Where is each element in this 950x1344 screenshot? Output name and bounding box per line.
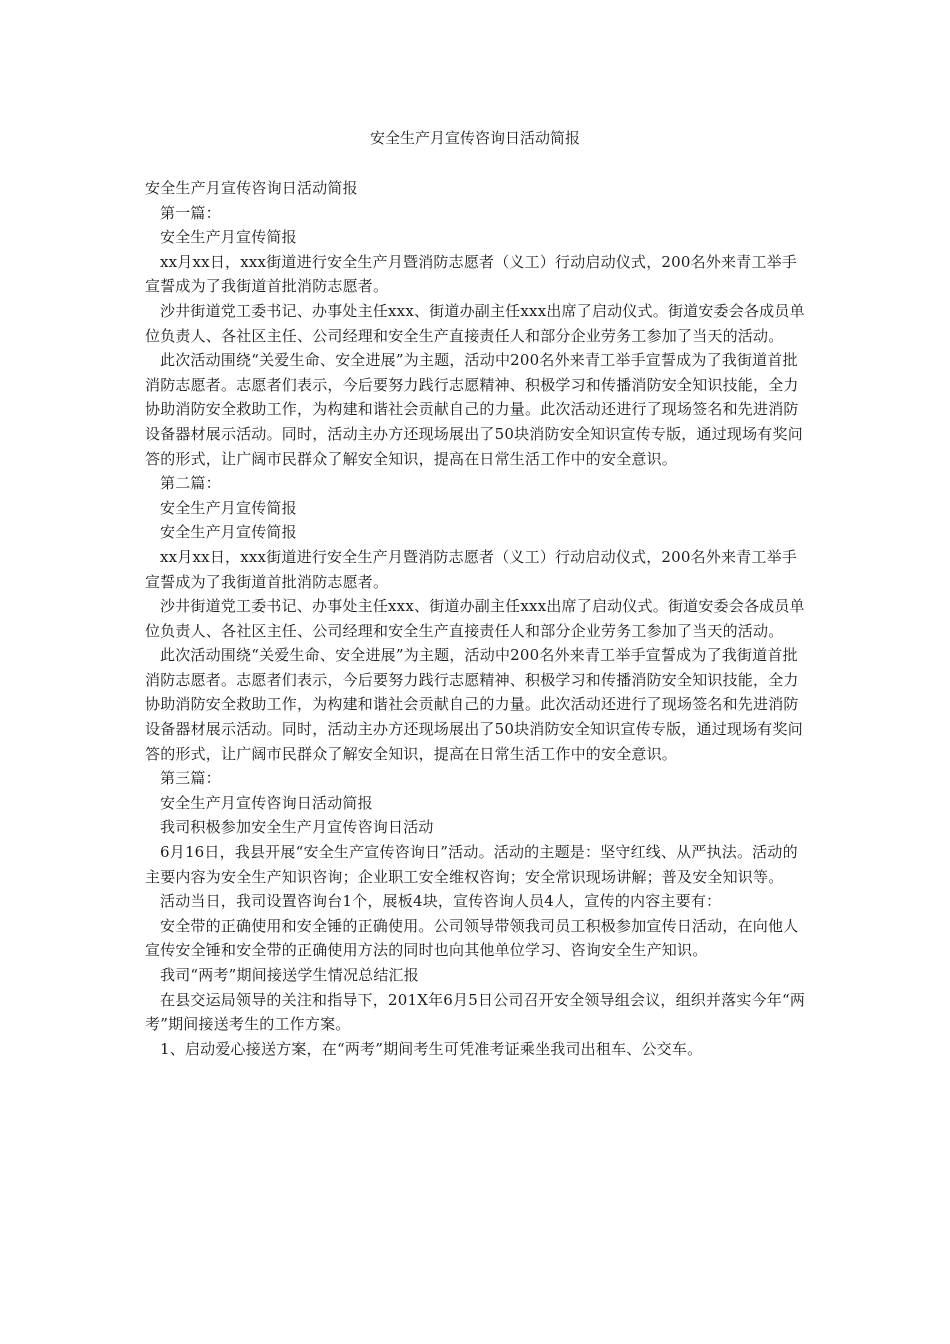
section-title: 安全生产月宣传简报: [160, 523, 297, 542]
section-title: 安全生产月宣传咨询日活动简报: [160, 793, 373, 812]
section-title: 我司“两考”期间接送学生情况总结汇报: [160, 966, 419, 984]
document-heading: 安全生产月宣传咨询日活动简报: [145, 179, 358, 197]
paragraph: 沙井街道党工委书记、办事处主任xxx、街道办副主任xxx出席了启动仪式。街道安委会各成员单位负责人、各社区主任、公司经理和安全生产直接责任人和部分企业劳务工参加了当天的活动。: [145, 597, 805, 640]
section-label-1: 第一篇：: [160, 203, 221, 222]
paragraph: 活动当日，我司设置咨询台1个，展板4块，宣传咨询人员4人，宣传的内容主要有：: [160, 892, 722, 911]
section-label-3: 第三篇：: [160, 769, 221, 788]
paragraph: 沙井街道党工委书记、办事处主任xxx、街道办副主任xxx出席了启动仪式。街道安委会各成员单位负责人、各社区主任、公司经理和安全生产直接责任人和部分企业劳务工参加了当天的活动。: [145, 301, 805, 345]
page-title: 安全生产月宣传咨询日活动简报: [369, 129, 580, 147]
paragraph: xx月xx日，xxx街道进行安全生产月暨消防志愿者（义工）行动启动仪式，200名外来青工举手宣誓成为了我街道首批消防志愿者。: [145, 252, 798, 296]
paragraph: 6月16日，我县开展“安全生产宣传咨询日”活动。活动的主题是：坚守红线、从严执法。活动的主要内容为安全生产知识咨询；企业职工安全维权咨询；安全常识现场讲解；普及安全知识等。: [145, 843, 798, 886]
document-body: [145, 176, 807, 1061]
section-title: 安全生产月宣传简报: [160, 498, 297, 517]
section-label-2: 第二篇：: [160, 474, 221, 493]
paragraph: 此次活动围绕“关爱生命、安全进展”为主题，活动中200名外来青工举手宣誓成为了我街道首批消防志愿者。志愿者们表示，今后要努力践行志愿精神、积极学习和传播消防安全知识技能，全力协助消防安全救助工作，为构建和谐社会贡献自己的力量。此次活动还进行了现场签名和先进消防设备器材展示活动。同时，活动主办方还现场展出了50块消防安全知识宣传专版，通过现场有奖问答的形式，让广阔市民群众了解安全知识，提高在日常生活工作中的安全意识。: [145, 646, 803, 763]
paragraph: 1、启动爱心接送方案，在“两考”期间考生可凭准考证乘坐我司出租车、公交车。: [160, 1039, 703, 1058]
section-title: 安全生产月宣传简报: [160, 228, 297, 247]
paragraph: 安全带的正确使用和安全锤的正确使用。公司领导带领我司员工积极参加宣传日活动，在向他人宣传安全锤和安全带的正确使用方法的同时也向其他单位学习、咨询安全生产知识。: [145, 916, 799, 960]
section-title: 我司积极参加安全生产月宣传咨询日活动: [160, 818, 434, 837]
paragraph: 此次活动围绕“关爱生命、安全进展”为主题，活动中200名外来青工举手宣誓成为了我街道首批消防志愿者。志愿者们表示，今后要努力践行志愿精神、积极学习和传播消防安全知识技能，全力协助消防安全救助工作，为构建和谐社会贡献自己的力量。此次活动还进行了现场签名和先进消防设备器材展示活动。同时，活动主办方还现场展出了50块消防安全知识宣传专版，通过现场有奖问答的形式，让广阔市民群众了解安全知识，提高在日常生活工作中的安全意识。: [145, 351, 803, 468]
paragraph: xx月xx日，xxx街道进行安全生产月暨消防志愿者（义工）行动启动仪式，200名外来青工举手宣誓成为了我街道首批消防志愿者。: [145, 547, 798, 591]
paragraph: 在县交运局领导的关注和指导下，201X年6月5日公司召开安全领导组会议，组织并落实今年“两考”期间接送考生的工作方案。: [145, 990, 806, 1034]
